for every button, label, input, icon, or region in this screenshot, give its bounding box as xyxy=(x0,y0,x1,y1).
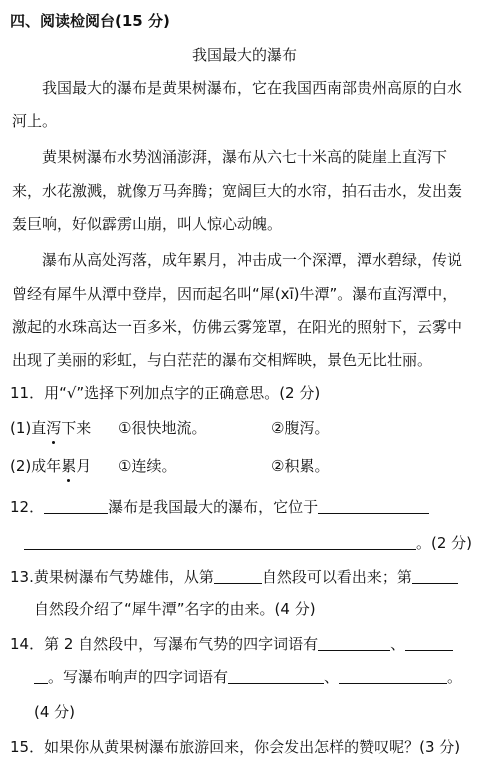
paragraph-3-line-4: 出现了美丽的彩虹，与白茫茫的瀑布交相辉映，景色无比壮丽。 xyxy=(12,351,433,369)
section-title: 四、阅读检阅台(15 分) xyxy=(10,12,170,30)
q14-separator-2: 、 xyxy=(324,668,340,686)
q12-text: 瀑布是我国最大的瀑布，它位于 xyxy=(108,498,319,516)
q12-number: 12． xyxy=(10,498,45,516)
q14-blank-2-cont[interactable] xyxy=(34,667,48,684)
q11-item-1-post: 下来 xyxy=(61,419,92,437)
question-13-line-2: 自然段介绍了“犀牛潭”名字的由来。(4 分) xyxy=(34,600,316,618)
paragraph-3-line-3: 激起的水珠高达一百多米，仿佛云雾笼罩，在阳光的照射下，云雾中 xyxy=(12,318,463,336)
q14-blank-4[interactable] xyxy=(339,667,447,684)
paragraph-2-line-1: 黄果树瀑布水势汹涌澎湃，瀑布从六七十米高的陡崖上直泻下 xyxy=(42,148,448,166)
paragraph-3-line-2: 曾经有犀牛从潭中登岸，因而起名叫“犀(xī)牛潭”。瀑布直泻潭中， xyxy=(12,285,458,303)
paragraph-1-line-1: 我国最大的瀑布是黄果树瀑布，它在我国西南部贵州高原的白水 xyxy=(42,79,463,97)
paragraph-1-line-2: 河上。 xyxy=(12,112,58,130)
q11-item-2-post: 月 xyxy=(76,457,92,475)
q11-item-2-pre: (2)成年 xyxy=(10,457,62,475)
q14-blank-1[interactable] xyxy=(318,634,390,651)
q13-text-2: 自然段可以看出来；第 xyxy=(261,568,412,586)
article-title: 我国最大的瀑布 xyxy=(191,46,297,64)
question-12 xyxy=(10,496,429,518)
q12-score: 。(2 分) xyxy=(416,534,473,552)
paragraph-3-line-1: 瀑布从高处泻落，成年累月，冲击成一个深潭，潭水碧绿，传说 xyxy=(42,251,463,269)
q14-blank-2[interactable] xyxy=(405,634,453,651)
q14-end: 。 xyxy=(447,668,463,686)
q14-text-2: 。写瀑布响声的四字词语有 xyxy=(48,668,229,686)
q13-blank-1[interactable] xyxy=(214,567,262,584)
question-14 xyxy=(10,633,453,655)
q11-item-2 xyxy=(10,455,91,477)
paragraph-2-line-3: 轰巨响，好似霹雳山崩，叫人惊心动魄。 xyxy=(12,215,283,233)
paragraph-2-line-2: 来，水花激溅，就像万马奔腾；宽阔巨大的水帘，拍石击水，发出轰 xyxy=(12,182,463,200)
q14-separator: 、 xyxy=(390,635,406,653)
q11-item-2-dotted-char: 累 xyxy=(61,457,77,475)
question-14-line-2 xyxy=(34,666,462,688)
q12-blank-1[interactable] xyxy=(44,497,108,514)
q11-item-2-option-2[interactable]: ②积累。 xyxy=(271,457,330,475)
q11-item-1-dotted-char: 泻 xyxy=(46,419,62,437)
q13-blank-2[interactable] xyxy=(412,567,458,584)
q12-blank-2[interactable] xyxy=(318,497,429,514)
q11-item-1-option-2[interactable]: ②腹泻。 xyxy=(271,419,330,437)
q11-item-1-option-1[interactable]: ①很快地流。 xyxy=(118,419,207,437)
q11-item-2-option-1[interactable]: ①连续。 xyxy=(118,457,177,475)
q13-text-1: 13.黄果树瀑布气势雄伟，从第 xyxy=(10,568,214,586)
q11-item-1-pre: (1)直 xyxy=(10,419,47,437)
question-15: 15．如果你从黄果树瀑布旅游回来，你会发出怎样的赞叹呢？(3 分) xyxy=(10,738,461,756)
question-12-line-2 xyxy=(24,532,472,554)
q11-item-1 xyxy=(10,417,91,439)
q14-text-1: 14．第 2 自然段中，写瀑布气势的四字词语有 xyxy=(10,635,319,653)
question-14-score: (4 分) xyxy=(34,703,76,721)
question-13 xyxy=(10,566,458,588)
question-11: 11．用“√”选择下列加点字的正确意思。(2 分) xyxy=(10,384,321,402)
q14-blank-3[interactable] xyxy=(228,667,324,684)
q12-blank-3[interactable] xyxy=(24,533,416,550)
